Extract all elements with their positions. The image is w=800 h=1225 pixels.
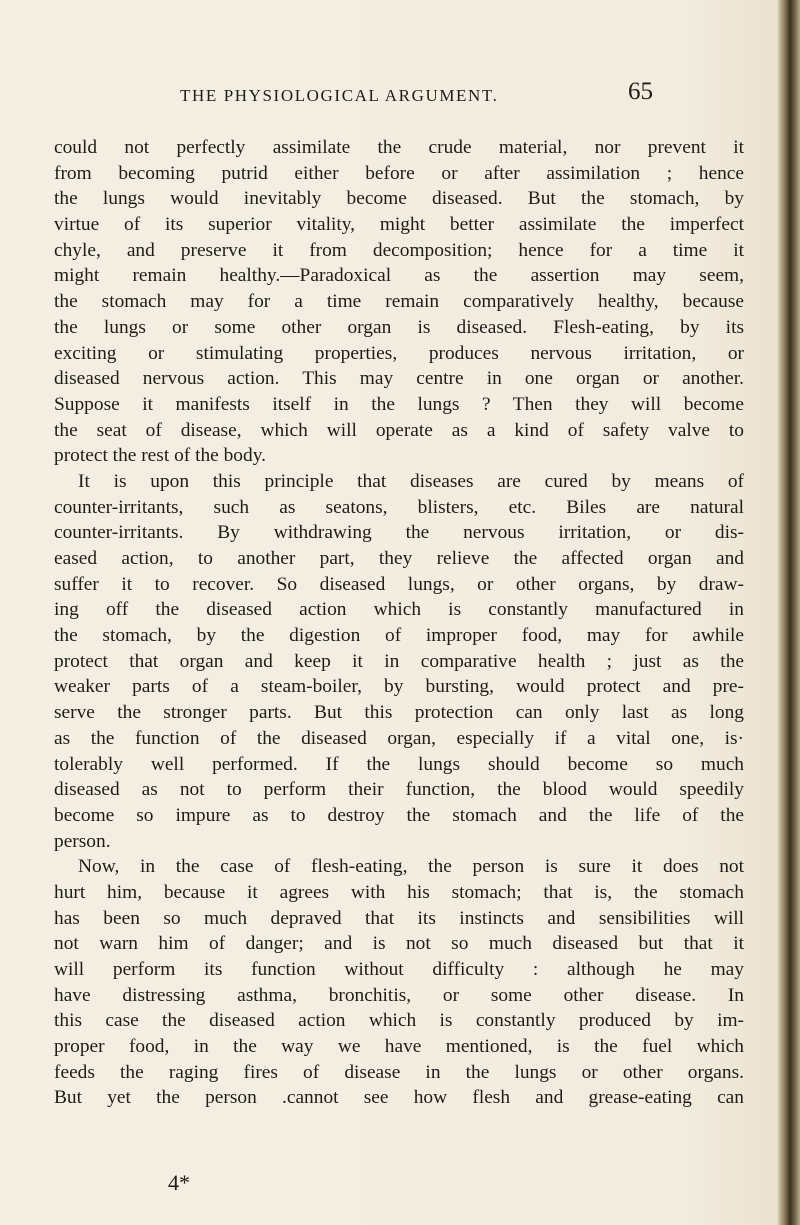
text-line-7: the stomach may for a time remain comparatively healthy, because (54, 291, 744, 313)
body-text (54, 135, 744, 1111)
text-line-4: virtue of its superior vitality, might better assimilate the imperfect (54, 214, 744, 236)
book-binding-edge (778, 0, 800, 1225)
text-line-18: suffer it to recover. So diseased lungs, or other organs, by draw- (54, 573, 744, 595)
text-line-9: exciting or stimulating properties, produces nervous irritation, or (54, 342, 744, 364)
text-line-15: counter-irritants, such as seatons, blisters, etc. Biles are natural (54, 496, 744, 518)
text-line-16: counter-irritants. By withdrawing the nervous irritation, or dis- (54, 522, 744, 544)
text-line-32: not warn him of danger; and is not so much diseased but that it (54, 933, 744, 955)
text-line-22: weaker parts of a steam-boiler, by bursting, would protect and pre- (54, 676, 744, 698)
text-line-34: have distressing asthma, bronchitis, or some other disease. In (54, 984, 744, 1006)
text-line-12: the seat of disease, which will operate as a kind of safety valve to (54, 419, 744, 441)
signature-mark: 4* (168, 1170, 190, 1195)
text-line-25: tolerably well performed. If the lungs should become so much (54, 753, 744, 775)
text-line-1: could not perfectly assimilate the crude material, nor prevent it (54, 137, 744, 158)
text-line-35: this case the diseased action which is constantly produced by im- (54, 1010, 744, 1032)
text-line-21: protect that organ and keep it in comparative health ; just as the (54, 650, 744, 672)
text-line-20: the stomach, by the digestion of improper food, may for awhile (54, 625, 744, 647)
text-line-37: feeds the raging fires of disease in the lungs or other organs. (54, 1061, 744, 1083)
text-line-30: hurt him, because it agrees with his stomach; that is, the stomach (54, 881, 744, 903)
text-line-26: diseased as not to perform their function, the blood would speedily (54, 779, 744, 801)
text-line-14: It is upon this principle that diseases are cured by means of (78, 470, 744, 492)
text-line-28: person. (54, 830, 111, 852)
text-line-29: Now, in the case of flesh-eating, the person is sure it does not (78, 856, 744, 878)
text-line-31: has been so much depraved that its instincts and sensibilities will (54, 907, 744, 929)
page-number: 65 (628, 78, 653, 105)
text-line-23: serve the stronger parts. But this protection can only last as long (54, 702, 744, 724)
text-line-8: the lungs or some other organ is diseased. Flesh-eating, by its (54, 316, 744, 338)
text-line-19: ing off the diseased action which is constantly manufactured in (54, 599, 744, 621)
text-line-3: the lungs would inevitably become diseased. But the stomach, by (54, 188, 744, 210)
text-line-11: Suppose it manifests itself in the lungs ? Then they will become (54, 393, 744, 415)
running-title: THE PHYSIOLOGICAL ARGUMENT. (180, 86, 499, 105)
text-line-27: become so impure as to destroy the stomach and the life of the (54, 804, 744, 826)
text-line-38: But yet the person .cannot see how flesh and grease-eating can (54, 1087, 744, 1109)
text-line-2: from becoming putrid either before or after assimilation ; hence (54, 162, 744, 184)
text-line-13: protect the rest of the body. (54, 445, 266, 467)
text-line-17: eased action, to another part, they relieve the affected organ and (54, 548, 744, 569)
text-line-24: as the function of the diseased organ, especially if a vital one, is· (54, 727, 744, 749)
text-line-33: will perform its function without difficulty : although he may (54, 959, 744, 980)
text-line-10: diseased nervous action. This may centre in one organ or another. (54, 368, 744, 390)
text-line-36: proper food, in the way we have mentioned, is the fuel which (54, 1036, 744, 1058)
text-line-5: chyle, and preserve it from decomposition; hence for a time it (54, 239, 744, 261)
text-line-6: might remain healthy.—Paradoxical as the assertion may seem, (54, 265, 744, 287)
